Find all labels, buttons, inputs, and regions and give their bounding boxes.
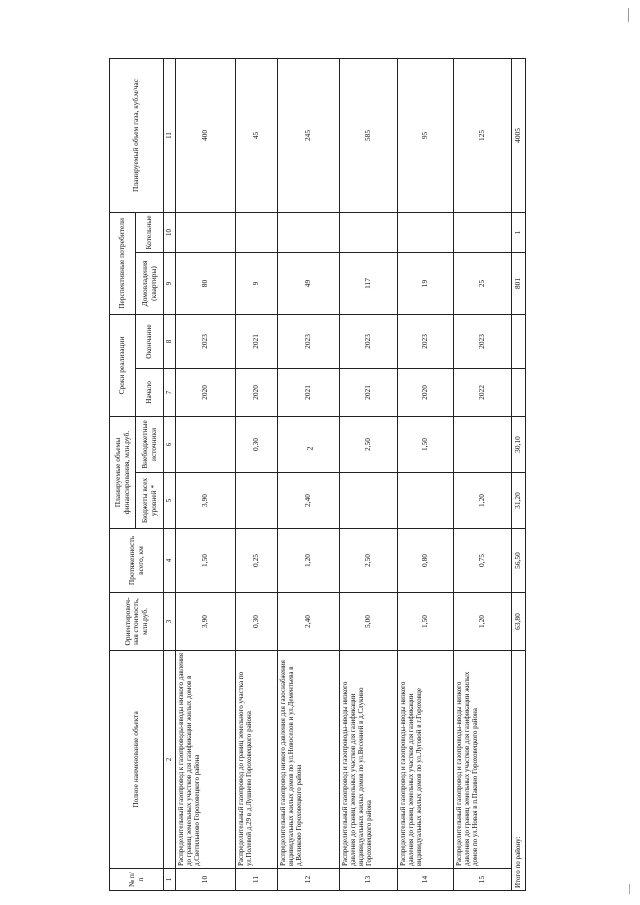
row-num: 11	[236, 869, 278, 891]
row-extra: 1,50	[398, 416, 454, 472]
row-budget: 1,20	[454, 473, 512, 529]
row-volume: 125	[454, 58, 512, 212]
row-start: 2021	[340, 368, 398, 416]
rotated-table-container	[109, 59, 521, 891]
table-row	[398, 58, 454, 890]
row-homes: 9	[236, 252, 278, 314]
table-row	[278, 58, 340, 890]
row-length: 1,50	[176, 529, 236, 593]
row-boilers	[236, 212, 278, 252]
row-length: 0,25	[236, 529, 278, 593]
total-label: Итого по району:	[512, 651, 526, 891]
header-consumers-boilers: Котельные	[136, 212, 164, 252]
row-num: 12	[278, 869, 340, 891]
header-cost: Ориентировоч-ная стоимость, млн.руб.	[110, 593, 164, 651]
column-index-row	[164, 58, 176, 890]
row-cost: 2,40	[278, 593, 340, 651]
row-name: Распределительный газопровод и газопроводы-вводы низкого давления до границ земельных участков для газификации жилых домов по ул.Новая в п.Пакино Гороховецкого района	[454, 651, 512, 869]
total-boilers: 1	[512, 212, 526, 252]
index-cell: 4	[164, 529, 176, 593]
index-cell: 10	[164, 212, 176, 252]
total-budget: 31,20	[512, 473, 526, 529]
row-cost: 3,90	[176, 593, 236, 651]
table-row	[454, 58, 512, 890]
row-start: 2020	[176, 368, 236, 416]
row-num: 14	[398, 869, 454, 891]
row-extra	[176, 416, 236, 472]
table-row	[340, 58, 398, 890]
row-cost: 5,00	[340, 593, 398, 651]
row-extra	[278, 416, 340, 472]
index-cell: 2	[164, 651, 176, 869]
header-length: Протяженность всего, км	[110, 529, 164, 593]
row-end: 2023	[176, 314, 236, 368]
row-budget	[236, 473, 278, 529]
row-cost: 1,20	[454, 593, 512, 651]
row-length: 1,20	[278, 529, 340, 593]
header-num: № п/п	[110, 869, 164, 891]
row-start: 2022	[454, 368, 512, 416]
total-volume: 4005	[512, 58, 526, 212]
page-number: 2	[305, 446, 315, 451]
row-cost: 0,30	[236, 593, 278, 651]
header-consumers: Перспективные потребители	[110, 212, 136, 314]
row-boilers	[340, 212, 398, 252]
header-funding-extra: Внебюджетные источники	[136, 416, 164, 472]
gasification-table	[109, 58, 526, 891]
index-cell: 9	[164, 252, 176, 314]
row-volume: 95	[398, 58, 454, 212]
row-end: 2021	[236, 314, 278, 368]
header-gas-volume: Планируемый объем газа, куб.м/час	[110, 58, 164, 212]
row-end: 2023	[398, 314, 454, 368]
row-boilers	[176, 212, 236, 252]
row-length: 2,50	[340, 529, 398, 593]
row-start: 2020	[398, 368, 454, 416]
table-row	[176, 58, 236, 890]
index-cell: 8	[164, 314, 176, 368]
index-cell: 1	[164, 869, 176, 891]
header-terms-start: Начало	[136, 368, 164, 416]
total-length: 56,50	[512, 529, 526, 593]
row-homes: 49	[278, 252, 340, 314]
row-homes: 80	[176, 252, 236, 314]
total-homes: 801	[512, 252, 526, 314]
row-homes: 25	[454, 252, 512, 314]
total-extra: 30,10	[512, 416, 526, 472]
row-boilers	[454, 212, 512, 252]
row-length: 0,75	[454, 529, 512, 593]
row-volume: 585	[340, 58, 398, 212]
header-funding: Планируемые объемы финансирования, млн.руб.	[110, 416, 136, 528]
row-name: Распределительный газопровод и газопроводы-вводы низкого давления до границ земельных участков для газификации индивидуальных жилых домов по ул.Луговой в г.Гороховце	[398, 651, 454, 869]
index-cell: 3	[164, 593, 176, 651]
row-homes: 19	[398, 252, 454, 314]
total-end	[512, 314, 526, 368]
index-cell: 5	[164, 473, 176, 529]
scan-edge-mark	[629, 884, 630, 894]
index-cell: 11	[164, 58, 176, 212]
row-name: Распределительный газопровод к газопроводы-вводы низкого давления до границ земельных участков для газификации жилых домов в д.Светильново Гороховецкого района	[176, 651, 236, 869]
total-row	[512, 58, 526, 890]
row-num: 10	[176, 869, 236, 891]
header-funding-budget: Бюджеты всех уровней *	[136, 473, 164, 529]
row-boilers	[398, 212, 454, 252]
row-end: 2023	[340, 314, 398, 368]
table-row	[236, 58, 278, 890]
row-extra	[454, 416, 512, 472]
row-end: 2023	[454, 314, 512, 368]
total-start	[512, 368, 526, 416]
row-homes: 117	[340, 252, 398, 314]
scan-edge-mark	[628, 8, 629, 22]
row-start: 2021	[278, 368, 340, 416]
row-boilers	[278, 212, 340, 252]
header-consumers-homes: Домовладения (квартиры)	[136, 252, 164, 314]
row-budget	[340, 473, 398, 529]
index-cell: 7	[164, 368, 176, 416]
header-terms-end: Окончание	[136, 314, 164, 368]
row-name: Распределительный газопровод до границ земельного участка по ул.Полевой д.29 в д.Лушнево Гороховецкого района	[236, 651, 278, 869]
row-extra: 2,50	[340, 416, 398, 472]
row-volume: 400	[176, 58, 236, 212]
row-start: 2020	[236, 368, 278, 416]
index-cell: 6	[164, 416, 176, 472]
total-cost: 63,80	[512, 593, 526, 651]
row-num: 13	[340, 869, 398, 891]
row-budget	[398, 473, 454, 529]
header-terms: Сроки реализации	[110, 314, 136, 416]
row-budget: 2,40	[278, 473, 340, 529]
row-volume: 45	[236, 58, 278, 212]
row-length: 0,80	[398, 529, 454, 593]
header-name: Полное наименование объекта	[110, 651, 164, 869]
row-name: Распределительный газопровод и газопроводы-вводы низкого давления до границ земельных участков для газификации индивидуальных жилых домов по ул.Весенней в д.Слукино Гороховецкого района	[340, 651, 398, 869]
row-name: Распределительный газопровод низкого давления для газоснабжения индивидуальных жилых домов по ул.Новоселов и ул.Дементьева в д.Великово Гороховецкого района	[278, 651, 340, 869]
row-cost: 1,50	[398, 593, 454, 651]
row-extra: 0,30	[236, 416, 278, 472]
row-num: 15	[454, 869, 512, 891]
row-budget: 3,90	[176, 473, 236, 529]
row-end: 2023	[278, 314, 340, 368]
row-volume: 245	[278, 58, 340, 212]
